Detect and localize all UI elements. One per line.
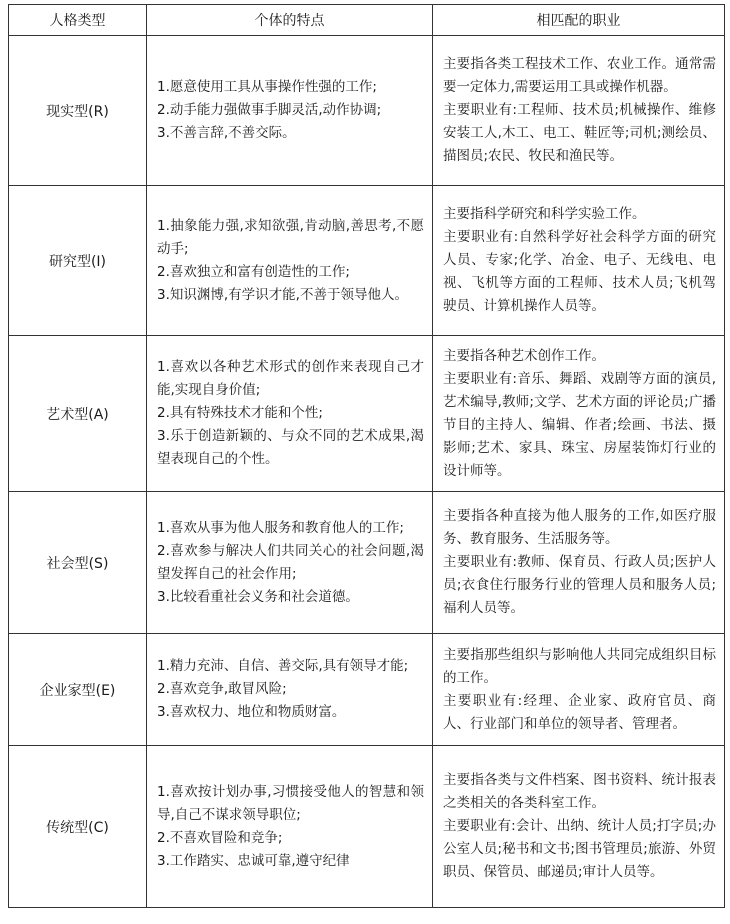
trait-item: 1.精力充沛、自信、善交际,具有领导才能;: [157, 658, 409, 674]
trait-item: 3.工作踏实、忠诚可靠,遵守纪律: [157, 852, 350, 869]
career-list: 主要职业有:自然科学好社会科学方面的研究人员、专家;化学、冶金、电子、无线电、电视、飞机等方面的工程师、技术人员;飞机驾驶员、计算机操作人员等。: [443, 229, 716, 314]
table-header-row: [9, 5, 725, 36]
careers-cell: [433, 186, 725, 336]
header-matching-careers: 相匹配的职业: [433, 5, 725, 36]
header-personality-type: 人格类型: [9, 5, 147, 36]
career-summary: 主要指各种艺术创作工作。: [443, 347, 605, 364]
traits-cell: [147, 36, 433, 186]
trait-item: 3.不善言辞,不善交际。: [157, 125, 296, 141]
trait-item: 1.喜欢按计划办事,习惯接受他人的智慧和领导,自己不谋求领导职位;: [157, 783, 424, 823]
careers-cell: [433, 336, 725, 492]
trait-item: 1.喜欢以各种艺术形式的创作来表现自己才能,实现自身价值;: [157, 359, 424, 398]
personality-type-cell: 企业家型(E): [9, 634, 147, 746]
trait-item: 1.抽象能力强,求知欲强,肯动脑,善思考,不愿动手;: [157, 217, 424, 257]
header-individual-traits: 个体的特点: [147, 5, 433, 36]
career-summary: 主要指科学研究和科学实验工作。: [443, 206, 646, 222]
personality-type-cell: 研究型(I): [9, 186, 147, 336]
career-summary: 主要指各类与文件档案、图书资料、统计报表之类相关的各类科室工作。: [443, 772, 716, 811]
personality-career-table: [8, 4, 725, 908]
trait-item: 1.喜欢从事为他人服务和教育他人的工作;: [157, 519, 404, 536]
table-row-enterprising: [9, 634, 725, 746]
trait-item: 2.喜欢独立和富有创造性的工作;: [157, 263, 350, 280]
career-summary: 主要指各种直接为他人服务的工作,如医疗服务、教育服务、生活服务等。: [443, 508, 716, 547]
careers-cell: [433, 36, 725, 186]
careers-cell: [433, 492, 725, 634]
trait-item: 3.比较看重社会义务和社会道德。: [157, 588, 359, 605]
trait-item: 3.乐于创造新颖的、与众不同的艺术成果,渴望表现自己的个性。: [157, 428, 424, 467]
traits-cell: [147, 186, 433, 336]
traits-cell: [147, 492, 433, 634]
trait-item: 2.动手能力强做事手脚灵活,动作协调;: [157, 102, 382, 118]
traits-cell: [147, 746, 433, 908]
career-list: 主要职业有:音乐、舞蹈、戏剧等方面的演员,艺术编导,教师;文学、艺术方面的评论员;广播节目的主持人、编辑、作者;绘画、书法、摄影师;艺术、家具、珠宝、房屋装饰灯行业的设计师等。: [443, 370, 716, 479]
table-row-investigative: [9, 186, 725, 336]
trait-item: 3.喜欢权力、地位和物质财富。: [157, 704, 346, 720]
trait-item: 2.喜欢参与解决人们共同关心的社会问题,渴望发挥自己的社会作用;: [157, 542, 424, 582]
trait-item: 2.具有特殊技术才能和个性;: [157, 405, 323, 421]
career-summary: 主要指各类工程技术工作、农业工作。通常需要一定体力,需要运用工具或操作机器。: [443, 56, 716, 95]
career-list: 主要职业有:经理、企业家、政府官员、商人、行业部门和单位的领导者、管理者。: [443, 692, 716, 732]
trait-item: 2.喜欢竞争,敢冒风险;: [157, 681, 287, 697]
table-row-realistic: [9, 36, 725, 186]
careers-cell: [433, 746, 725, 908]
personality-type-cell: 传统型(C): [9, 746, 147, 908]
careers-cell: [433, 634, 725, 746]
career-list: 主要职业有:教师、保育员、行政人员;医护人员;衣食住行服务行业的管理人员和服务人员;福利人员等。: [443, 554, 716, 616]
table-row-conventional: [9, 746, 725, 908]
traits-cell: [147, 634, 433, 746]
career-list: 主要职业有:会计、出纳、统计人员;打字员;办公室人员;秘书和文书;图书管理员;旅游、外贸职员、保管员、邮递员;审计人员等。: [443, 818, 716, 880]
personality-type-cell: 艺术型(A): [9, 336, 147, 492]
table-row-social: [9, 492, 725, 634]
traits-cell: [147, 336, 433, 492]
trait-item: 1.愿意使用工具从事操作性强的工作;: [157, 79, 377, 95]
trait-item: 2.不喜欢冒险和竞争;: [157, 829, 283, 846]
trait-item: 3.知识渊博,有学识才能,不善于领导他人。: [157, 286, 408, 303]
career-list: 主要职业有:工程师、技术员;机械操作、维修安装工人,木工、电工、鞋匠等;司机;测绘员、描图员;农民、牧民和渔民等。: [443, 102, 716, 164]
career-summary: 主要指那些组织与影响他人共同完成组织目标的工作。: [443, 646, 716, 686]
table-row-artistic: [9, 336, 725, 492]
personality-type-cell: 社会型(S): [9, 492, 147, 634]
personality-type-cell: 现实型(R): [9, 36, 147, 186]
